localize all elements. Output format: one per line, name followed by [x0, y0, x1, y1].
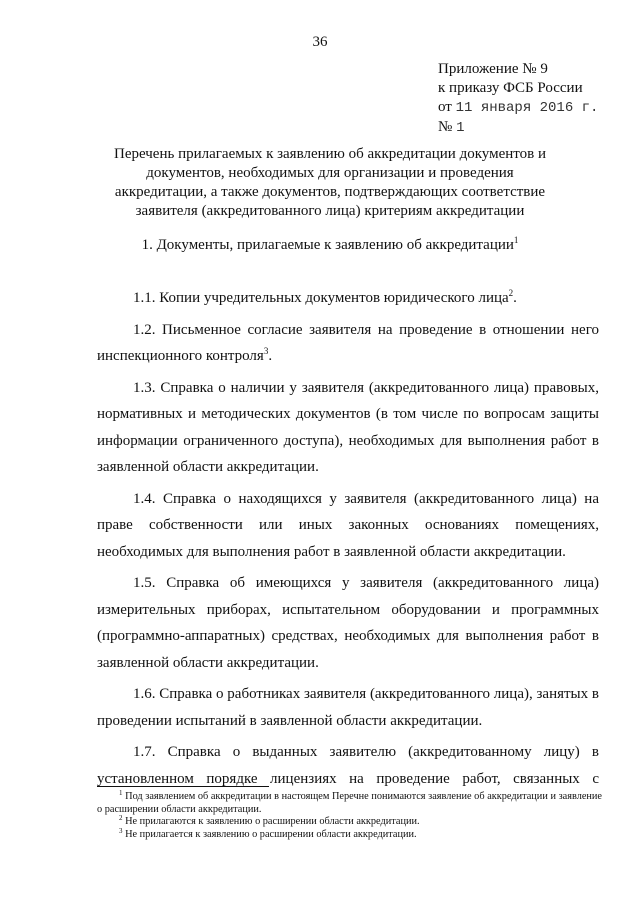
list-item: 1.5. Справка об имеющихся у заявителя (аккредитованного лица) измерительных приборах, испытательном оборудовании и программных (программно-аппаратных) средствах, необходимых для выполнения работ в заявленной области аккредитации. [97, 575, 599, 671]
page-number: 36 [312, 34, 328, 50]
footnotes [97, 791, 602, 841]
footnote-number: 2 [119, 814, 123, 822]
footnote-ref: 2 [508, 288, 514, 298]
footnote-number: 3 [119, 826, 123, 835]
list-item-tail: . [268, 348, 273, 364]
footnote-text: Под заявлением об аккредитации в настоящем Перечне понимаются заявление об аккредитации и заявление о расширении области аккредитации. [97, 791, 602, 815]
number-prefix: № [438, 119, 453, 135]
list-item: 1.7. Справка о выданных заявителю (аккредитованному лицу) в установленном порядке лицензиях на проведение работ, связанных с [97, 744, 599, 787]
footnote [97, 791, 602, 816]
footnote-text: Не прилагается к заявлению о расширении области аккредитации. [125, 828, 417, 840]
appendix-header [438, 60, 598, 138]
list-item [97, 285, 599, 312]
document-title: Перечень прилагаемых к заявлению об аккредитации документов и документов, необходимых для организации и проведения аккредитации, а также документов, подтверждающих соответствие заявителя (аккредитованного лица) критериям аккредитации [113, 146, 546, 219]
section-heading [100, 237, 560, 254]
list-item: 1.3. Справка о наличии у заявителя (аккредитованного лица) правовых, нормативных и методических документов (в том числе по вопросам защиты информации ограниченного доступа), необходимых для выполнения работ в заявленной области аккредитации. [97, 379, 599, 475]
appendix-order: к приказу ФСБ России [438, 80, 583, 96]
number-value: 1 [456, 120, 465, 136]
section-heading-text: 1. Документы, прилагаемые к заявлению об аккредитации [141, 237, 514, 253]
list-item-tail: . [513, 290, 517, 306]
footnote-divider [97, 786, 269, 787]
list-item [97, 317, 599, 370]
document-body [97, 285, 599, 797]
list-item-text: 1.1. Копии учредительных документов юридического лица [133, 290, 509, 306]
appendix-number: Приложение № 9 [438, 61, 548, 77]
footnote-ref: 3 [263, 346, 269, 356]
appendix-date [438, 98, 598, 118]
date-prefix: от [438, 99, 452, 115]
footnote-text: Не прилагаются к заявлению о расширении области аккредитации. [125, 816, 420, 827]
list-item: 1.6. Справка о работниках заявителя (аккредитованного лица), занятых в проведении испытаний в заявленной области аккредитации. [97, 686, 599, 729]
footnote-ref: 1 [513, 235, 519, 245]
date-value: 11 января 2016 г. [455, 100, 599, 116]
footnote-number: 1 [119, 789, 123, 797]
appendix-order-number [438, 118, 598, 138]
footnote [97, 826, 602, 842]
list-item: 1.4. Справка о находящихся у заявителя (аккредитованного лица) на праве собственности или иных законных основаниях помещениях, необходимых для выполнения работ в заявленной области аккредитации. [97, 490, 599, 560]
footnote [97, 816, 602, 829]
list-item-text: 1.2. Письменное согласие заявителя на проведение в отношении него инспекционного контроля [97, 321, 599, 364]
